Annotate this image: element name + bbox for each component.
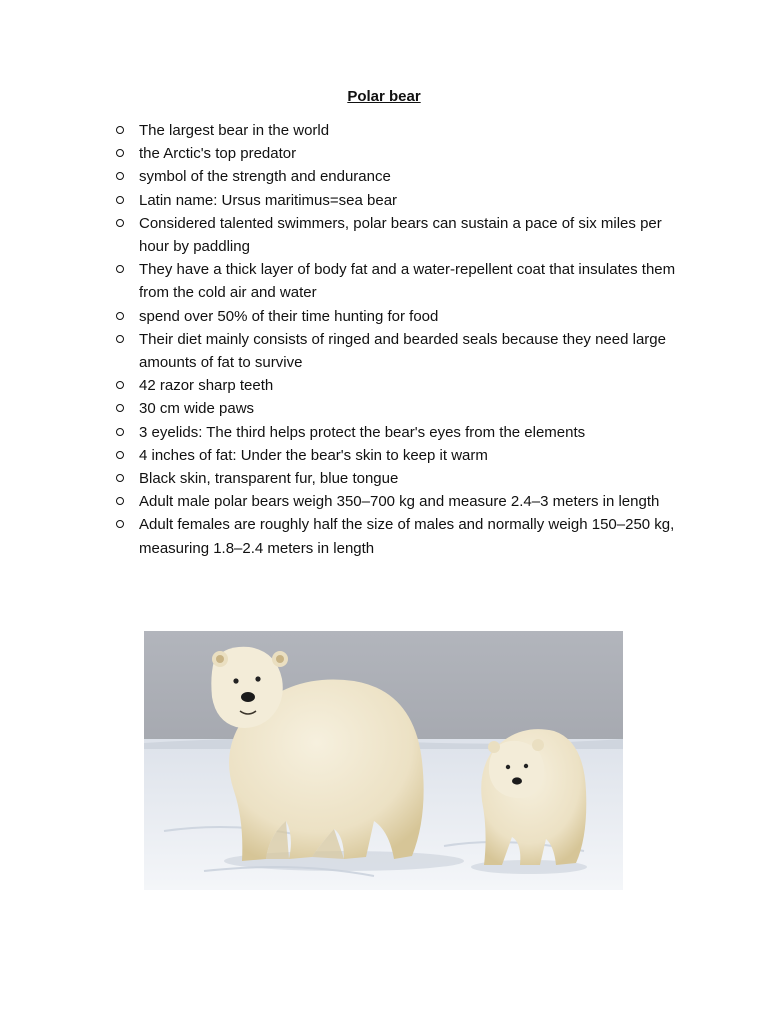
- page-title: Polar bear: [347, 88, 421, 105]
- list-item: 30 cm wide paws: [113, 397, 693, 420]
- list-item: Adult females are roughly half the size of males and normally weigh 150–250 kg, measuring 1.8–2.4 meters in length: [113, 513, 693, 559]
- list-item: symbol of the strength and endurance: [113, 165, 693, 188]
- list-item: The largest bear in the world: [113, 119, 693, 142]
- list-item: They have a thick layer of body fat and a water-repellent coat that insulates them from the cold air and water: [113, 258, 693, 304]
- list-item: 42 razor sharp teeth: [113, 374, 693, 397]
- list-item: 4 inches of fat: Under the bear's skin to keep it warm: [113, 444, 693, 467]
- list-item: the Arctic's top predator: [113, 142, 693, 165]
- list-item: Adult male polar bears weigh 350–700 kg and measure 2.4–3 meters in length: [113, 490, 693, 513]
- fact-list: [113, 119, 693, 560]
- list-item: Latin name: Ursus maritimus=sea bear: [113, 189, 693, 212]
- list-item: spend over 50% of their time hunting for food: [113, 305, 693, 328]
- list-item: Their diet mainly consists of ringed and bearded seals because they need large amounts of fat to survive: [113, 328, 693, 374]
- list-item: Black skin, transparent fur, blue tongue: [113, 467, 693, 490]
- list-item: Considered talented swimmers, polar bears can sustain a pace of six miles per hour by paddling: [113, 212, 693, 258]
- polar-bears-photo: [144, 631, 623, 890]
- list-item: 3 eyelids: The third helps protect the bear's eyes from the elements: [113, 421, 693, 444]
